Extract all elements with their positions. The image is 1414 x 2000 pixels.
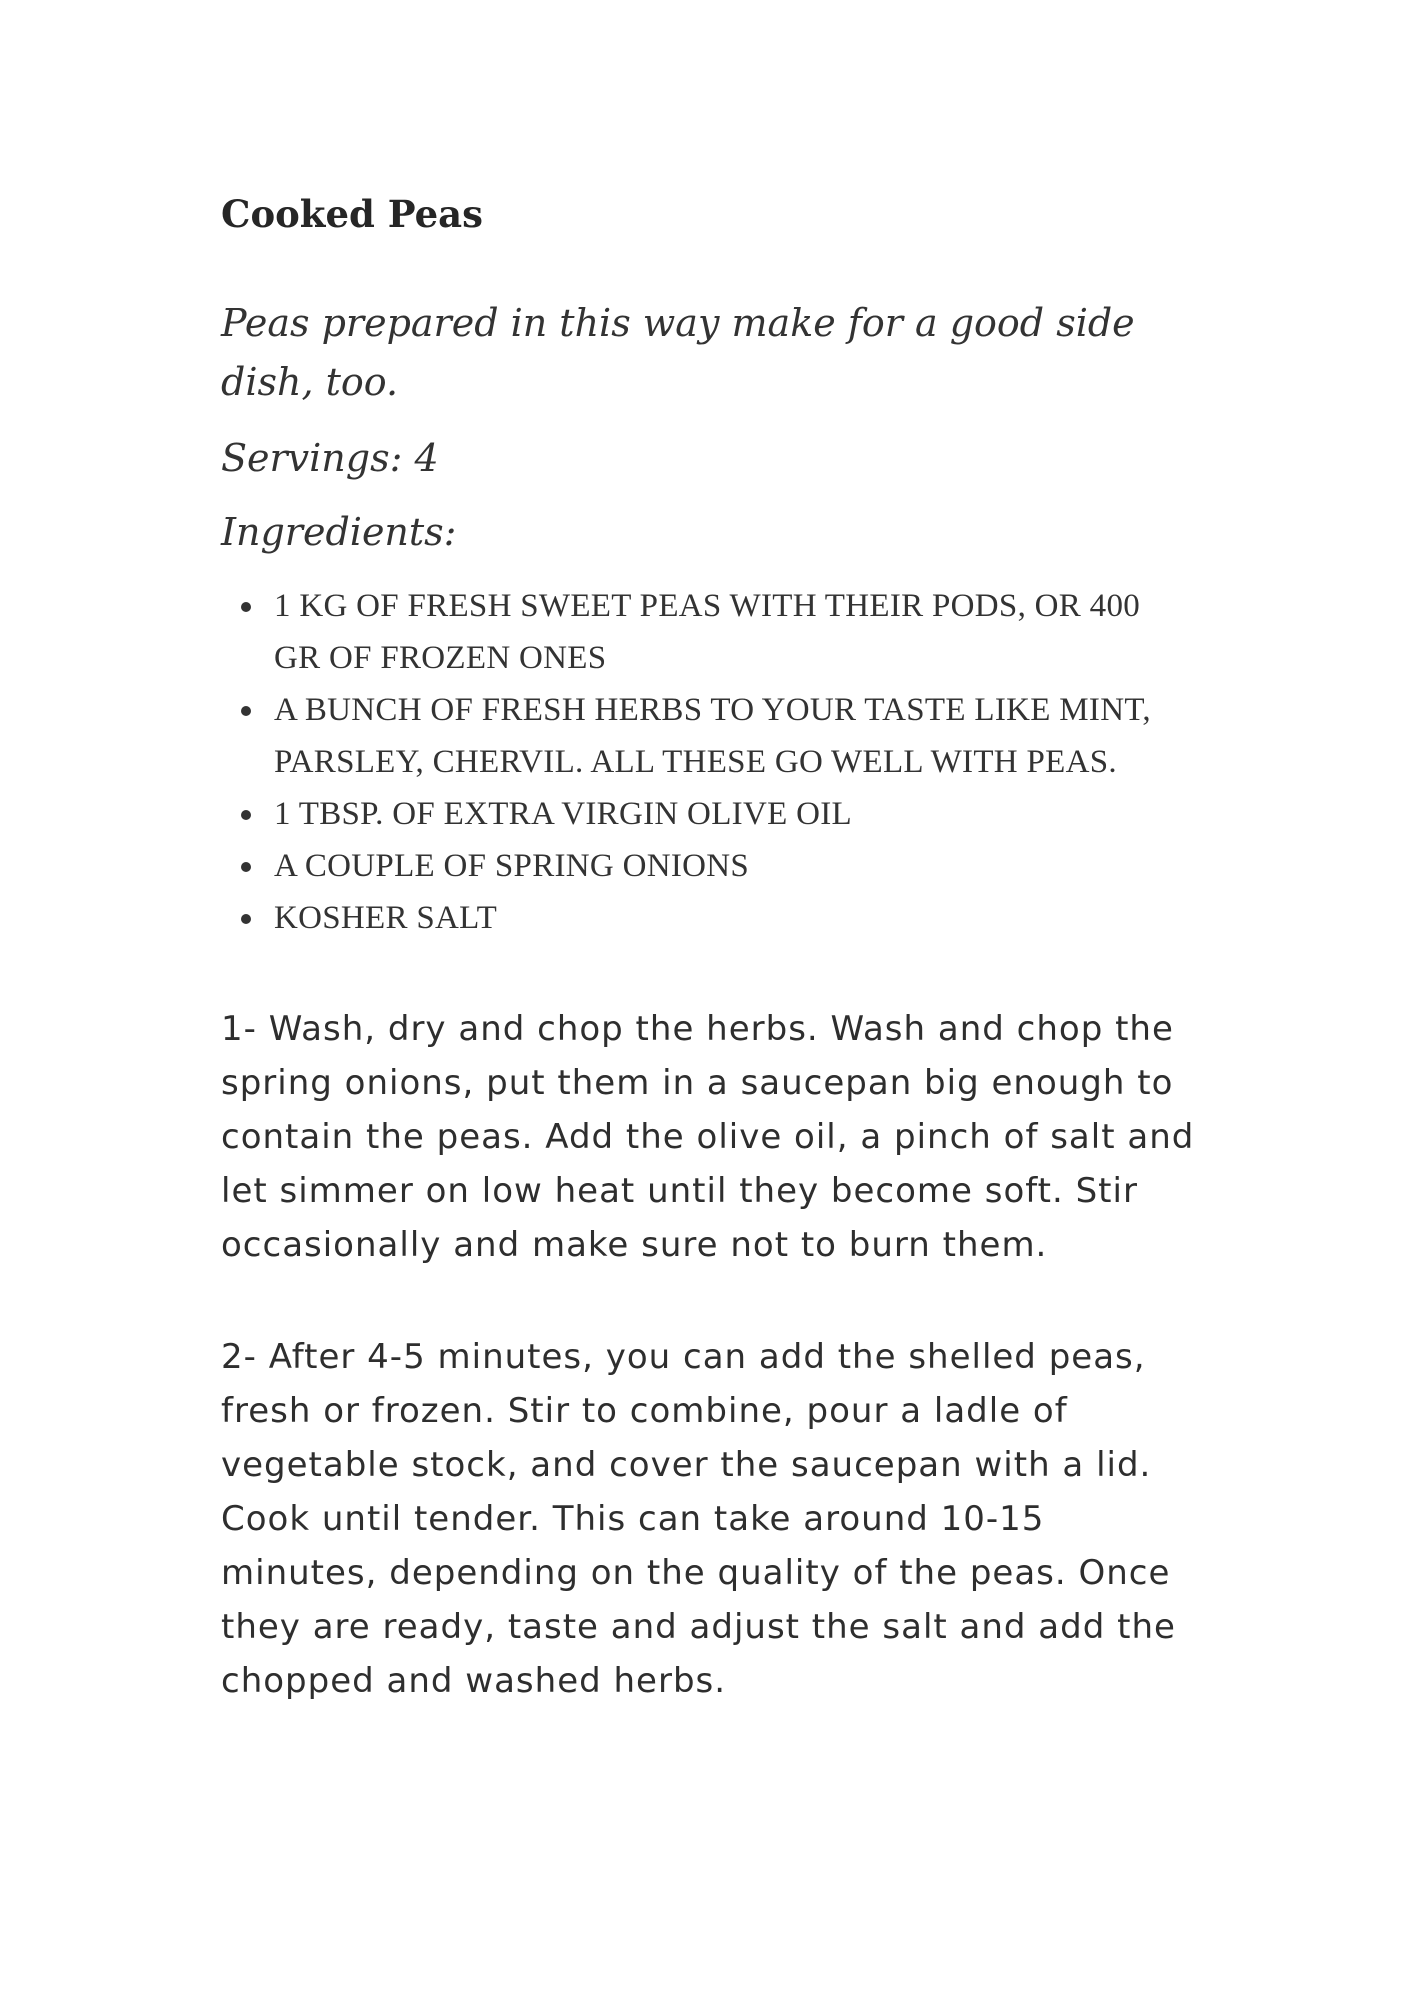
bullet-icon (241, 602, 251, 612)
instruction-step-2: 2- After 4-5 minutes, you can add the shelled peas, fresh or frozen. Stir to combine, pour a ladle of vegetable stock, and cover the saucepan with a lid. Cook until tender. This can take around 10-15 minutes, depending on the quality of the peas. Once they are ready, taste and adjust the salt and add the chopped and washed herbs. (221, 1337, 1176, 1701)
recipe-intro: Peas prepared in this way make for a good side dish, too. (221, 301, 1135, 404)
ingredient-item (221, 580, 1181, 684)
recipe-title: Cooked Peas (221, 192, 483, 236)
ingredient-text: A COUPLE OF SPRING ONIONS (274, 848, 750, 884)
ingredient-text: A BUNCH OF FRESH HERBS TO YOUR TASTE LIKE MINT, PARSLEY, CHERVIL. ALL THESE GO WELL WITH PEAS. (274, 692, 1151, 780)
instruction-step-1: 1- Wash, dry and chop the herbs. Wash and chop the spring onions, put them in a saucepan big enough to contain the peas. Add the olive oil, a pinch of salt and let simmer on low heat until they become soft. Stir occasionally and make sure not to burn them. (221, 1009, 1195, 1265)
ingredient-item (221, 788, 1181, 840)
ingredient-item (221, 684, 1181, 788)
bullet-icon (241, 914, 251, 924)
ingredient-text: 1 KG OF FRESH SWEET PEAS WITH THEIR PODS, OR 400 GR OF FROZEN ONES (274, 588, 1141, 676)
ingredients-list (221, 580, 1181, 944)
bullet-icon (241, 862, 251, 872)
servings-text: Servings: 4 (221, 436, 439, 480)
bullet-icon (241, 706, 251, 716)
bullet-icon (241, 810, 251, 820)
ingredient-item (221, 892, 1181, 944)
ingredient-text: KOSHER SALT (274, 900, 498, 936)
ingredient-item (221, 840, 1181, 892)
ingredient-text: 1 TBSP. OF EXTRA VIRGIN OLIVE OIL (274, 796, 852, 832)
ingredients-heading: Ingredients: (221, 510, 457, 554)
recipe-page (221, 188, 1221, 1708)
